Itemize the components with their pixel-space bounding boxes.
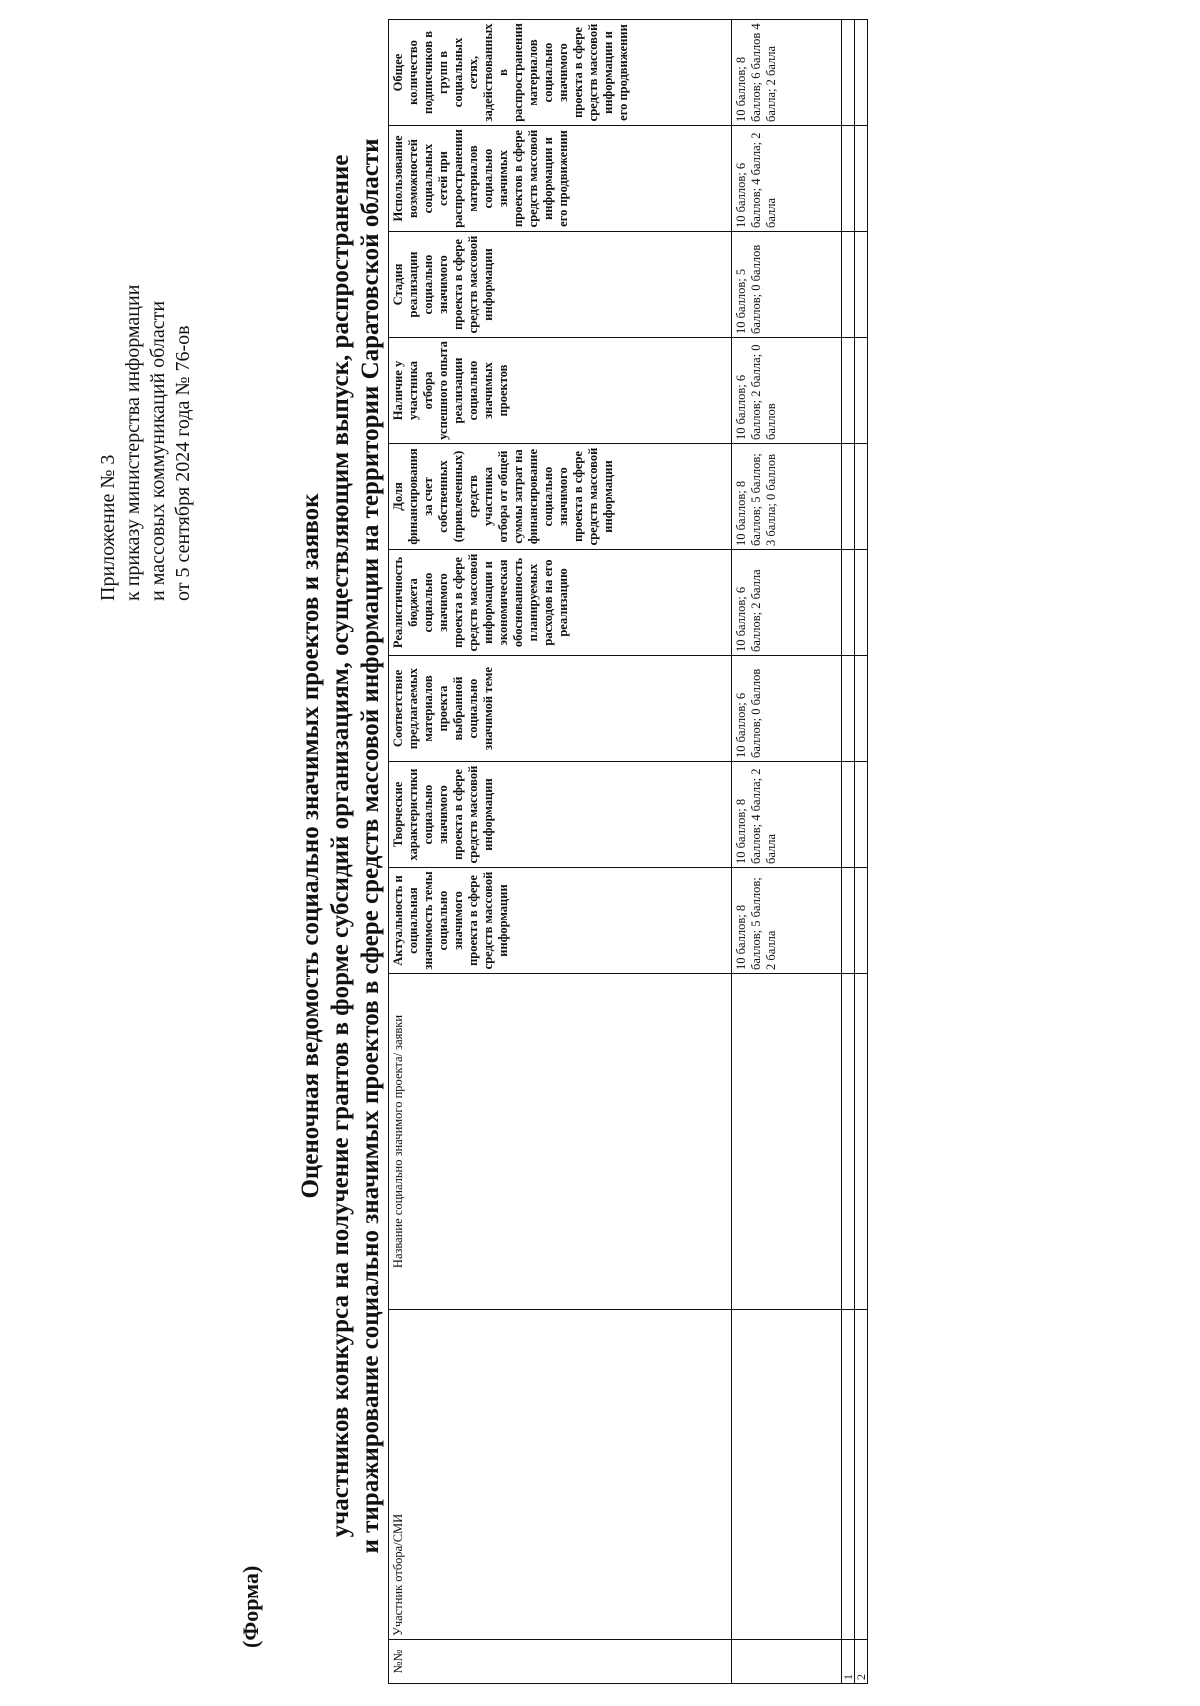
criterion-header: Использование возможностей социальных сетей при распространении материалов социально значимых проектов в сфере средств массовой информации и его продвижении <box>389 126 732 232</box>
table-header-row <box>389 20 732 1684</box>
annex-line: к приказу министерства информации <box>122 284 144 601</box>
row-number: 1 <box>842 1640 855 1684</box>
annex-line: и массовых коммуникаций области <box>147 300 169 601</box>
table-row <box>842 20 855 1684</box>
criterion-header: Стадия реализации социально значимого проекта в сфере средств массовой информации <box>389 232 732 338</box>
header-cell-participant: Участник отбора/СМИ <box>389 1310 732 1640</box>
empty-cell <box>732 1310 842 1640</box>
score-input-cell[interactable] <box>855 550 868 656</box>
score-cell: 10 баллов; 6 баллов; 0 баллов <box>732 656 842 762</box>
score-cell: 10 баллов; 8 баллов; 5 баллов; 2 балла <box>732 868 842 974</box>
criterion-header: Соответствие предлагаемых материалов проекта выбранной социально значимой теме <box>389 656 732 762</box>
score-input-cell[interactable] <box>842 338 855 444</box>
score-input-cell[interactable] <box>842 868 855 974</box>
empty-cell <box>732 974 842 1310</box>
title-line: и тиражирование социально значимых проектов в сфере средств массовой информации на территории Саратовской области <box>357 138 384 1554</box>
score-input-cell[interactable] <box>855 762 868 868</box>
score-input-cell[interactable] <box>842 444 855 550</box>
score-input-cell[interactable] <box>842 232 855 338</box>
criterion-header: Наличие у участника отбора успешного опыта реализации социально значимых проектов <box>389 338 732 444</box>
criterion-header: Актуальность и социальная значимость темы социально значимого проекта в сфере средств массовой информации <box>389 868 732 974</box>
score-input-cell[interactable] <box>855 656 868 762</box>
table-row <box>855 20 868 1684</box>
score-input-cell[interactable] <box>855 20 868 126</box>
annex-line: от 5 сентября 2024 года № 76-ов <box>172 325 194 601</box>
score-input-cell[interactable] <box>842 20 855 126</box>
score-input-cell[interactable] <box>855 868 868 974</box>
score-cell: 10 баллов; 6 баллов; 2 балла; 0 баллов <box>732 338 842 444</box>
score-cell: 10 баллов; 8 баллов; 5 баллов; 3 балла; 0 баллов <box>732 444 842 550</box>
title-line: участников конкурса на получение грантов в форме субсидий организациям, осуществляющим выпуск, распространение <box>327 154 354 1538</box>
score-input-cell[interactable] <box>842 550 855 656</box>
score-cell: 10 баллов; 8 баллов; 6 баллов 4 балла; 2 балла <box>732 20 842 126</box>
header-cell-number: №№ <box>389 1640 732 1684</box>
score-input-cell[interactable] <box>855 338 868 444</box>
project-cell[interactable] <box>842 974 855 1310</box>
document-title <box>296 26 386 1666</box>
criterion-header: Доля финансирования за счет собственных (привлеченных) средств участника отбора от общей суммы затрат на финансирование социально значимого проекта в сфере средств массовой информации <box>389 444 732 550</box>
evaluation-table <box>388 19 868 1684</box>
score-cell: 10 баллов; 8 баллов; 4 балла; 2 балла <box>732 762 842 868</box>
score-input-cell[interactable] <box>842 656 855 762</box>
score-input-cell[interactable] <box>842 126 855 232</box>
project-cell[interactable] <box>855 974 868 1310</box>
title-line: Оценочная ведомость социально значимых проектов и заявок <box>297 493 324 1199</box>
criterion-header: Творческие характеристики социально значимого проекта в сфере средств массовой информации <box>389 762 732 868</box>
form-label: (Форма) <box>238 1565 263 1648</box>
participant-cell[interactable] <box>842 1310 855 1640</box>
score-cell: 10 баллов; 6 баллов; 2 балла <box>732 550 842 656</box>
scores-row <box>732 20 842 1684</box>
score-cell: 10 баллов; 5 баллов; 0 баллов <box>732 232 842 338</box>
annex-line: Приложение № 3 <box>97 454 119 601</box>
row-number: 2 <box>855 1640 868 1684</box>
empty-cell <box>732 1640 842 1684</box>
header-cell-project: Название социально значимого проекта/ заявки <box>389 974 732 1310</box>
participant-cell[interactable] <box>855 1310 868 1640</box>
score-input-cell[interactable] <box>842 762 855 868</box>
score-cell: 10 баллов; 6 баллов; 4 балла; 2 балла <box>732 126 842 232</box>
score-input-cell[interactable] <box>855 444 868 550</box>
criterion-header: Реалистичность бюджета социально значимого проекта в сфере средств массовой информации и экономическая обоснованность планируемых расходов на его реализацию <box>389 550 732 656</box>
annex-header <box>96 285 196 601</box>
score-input-cell[interactable] <box>855 232 868 338</box>
score-input-cell[interactable] <box>855 126 868 232</box>
criterion-header: Общее количество подписчиков в групп в социальных сетях, задействованных в распространении материалов социально значимого проекта в сфере средств массовой информации и его продвижении <box>389 20 732 126</box>
